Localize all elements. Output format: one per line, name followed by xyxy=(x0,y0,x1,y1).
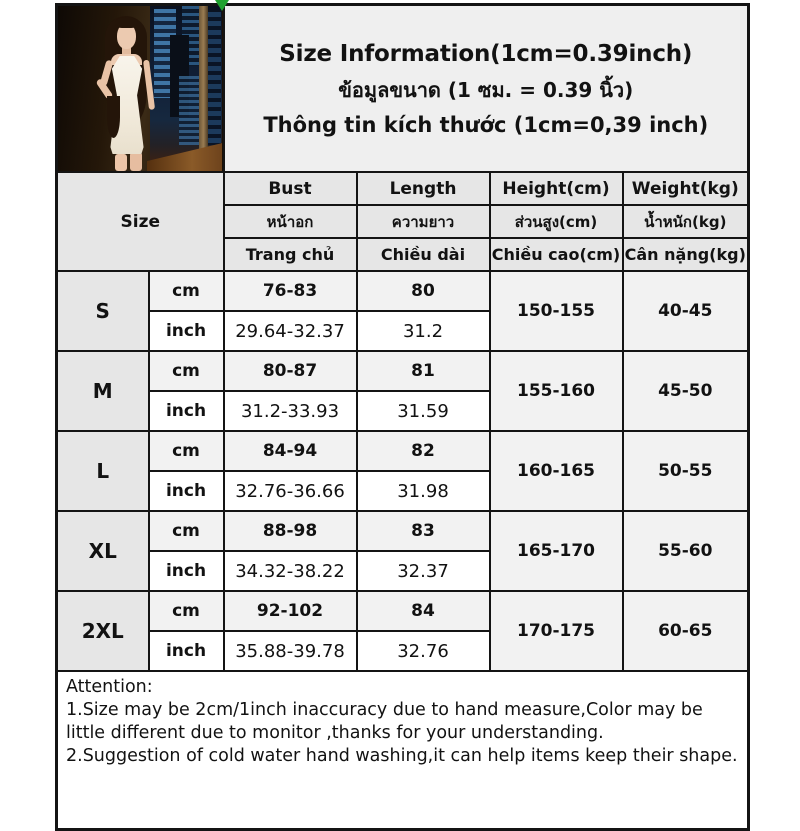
size-label: L xyxy=(57,431,149,511)
column-header-height-th: ส่วนสูง(cm) xyxy=(490,205,623,238)
length-cm-value: 82 xyxy=(357,431,490,471)
column-header-bust-th: หน้าอก xyxy=(224,205,357,238)
column-header-length-vi: Chiều dài xyxy=(357,238,490,271)
column-header-bust: Bust xyxy=(224,172,357,205)
length-cm-value: 81 xyxy=(357,351,490,391)
photo-cell xyxy=(57,5,224,173)
length-inch-value: 32.76 xyxy=(357,631,490,671)
unit-label-inch: inch xyxy=(149,631,224,671)
unit-label-cm: cm xyxy=(149,511,224,551)
table-row xyxy=(57,431,749,471)
weight-value: 50-55 xyxy=(623,431,749,511)
column-header-height: Height(cm) xyxy=(490,172,623,205)
product-model-photo xyxy=(58,6,223,171)
photo-model-leg xyxy=(130,152,142,171)
weight-value: 55-60 xyxy=(623,511,749,591)
unit-label-cm: cm xyxy=(149,431,224,471)
size-label: M xyxy=(57,351,149,431)
table-row xyxy=(57,511,749,551)
photo-model-figure xyxy=(58,6,223,171)
bust-cm-value: 92-102 xyxy=(224,591,357,631)
photo-model-leg xyxy=(115,154,127,171)
unit-label-inch: inch xyxy=(149,391,224,431)
column-header-bust-vi: Trang chủ xyxy=(224,238,357,271)
length-cm-value: 80 xyxy=(357,271,490,311)
column-header-length-th: ความยาว xyxy=(357,205,490,238)
attention-note xyxy=(57,671,749,830)
bust-inch-value: 29.64-32.37 xyxy=(224,311,357,351)
unit-label-cm: cm xyxy=(149,591,224,631)
weight-value: 60-65 xyxy=(623,591,749,671)
bust-inch-value: 32.76-36.66 xyxy=(224,471,357,511)
column-header-length: Length xyxy=(357,172,490,205)
bust-inch-value: 35.88-39.78 xyxy=(224,631,357,671)
green-corner-marker-icon xyxy=(215,0,229,11)
unit-label-cm: cm xyxy=(149,351,224,391)
title-cell xyxy=(224,5,749,173)
length-cm-value: 83 xyxy=(357,511,490,551)
table-row xyxy=(57,271,749,311)
unit-label-inch: inch xyxy=(149,471,224,511)
page-title-english: Size Information(1cm=0.39inch) xyxy=(279,40,693,67)
length-inch-value: 31.59 xyxy=(357,391,490,431)
table-row xyxy=(57,591,749,631)
photo-model-hair-strand xyxy=(107,96,120,138)
column-header-weight-vi: Cân nặng(kg) xyxy=(623,238,749,271)
height-value: 150-155 xyxy=(490,271,623,351)
size-table xyxy=(55,3,750,831)
bust-cm-value: 88-98 xyxy=(224,511,357,551)
page-title-thai: ข้อมูลขนาด (1 ซม. = 0.39 นิ้ว) xyxy=(338,77,634,102)
length-inch-value: 31.98 xyxy=(357,471,490,511)
photo-title-row xyxy=(57,5,749,173)
unit-label-inch: inch xyxy=(149,311,224,351)
height-value: 155-160 xyxy=(490,351,623,431)
unit-label-inch: inch xyxy=(149,551,224,591)
bust-cm-value: 84-94 xyxy=(224,431,357,471)
attention-line-2: 2.Suggestion of cold water hand washing,it can help items keep their shape. xyxy=(66,746,738,767)
column-header-height-vi: Chiều cao(cm) xyxy=(490,238,623,271)
length-inch-value: 31.2 xyxy=(357,311,490,351)
height-value: 170-175 xyxy=(490,591,623,671)
size-header-cell: Size xyxy=(57,172,224,271)
unit-label-cm: cm xyxy=(149,271,224,311)
attention-row xyxy=(57,671,749,830)
bust-cm-value: 76-83 xyxy=(224,271,357,311)
size-label: S xyxy=(57,271,149,351)
attention-line-1: 1.Size may be 2cm/1inch inaccuracy due to hand measure,Color may be little different due to monitor ,thanks for your understanding. xyxy=(66,700,703,744)
column-header-weight-th: น้ำหนัก(kg) xyxy=(623,205,749,238)
column-header-weight: Weight(kg) xyxy=(623,172,749,205)
size-label: XL xyxy=(57,511,149,591)
height-value: 160-165 xyxy=(490,431,623,511)
header-row-english xyxy=(57,172,749,205)
bust-inch-value: 34.32-38.22 xyxy=(224,551,357,591)
weight-value: 40-45 xyxy=(623,271,749,351)
page-title-vietnamese: Thông tin kích thước (1cm=0,39 inch) xyxy=(263,112,709,137)
bust-cm-value: 80-87 xyxy=(224,351,357,391)
height-value: 165-170 xyxy=(490,511,623,591)
weight-value: 45-50 xyxy=(623,351,749,431)
length-inch-value: 32.37 xyxy=(357,551,490,591)
size-label: 2XL xyxy=(57,591,149,671)
table-row xyxy=(57,351,749,391)
length-cm-value: 84 xyxy=(357,591,490,631)
attention-heading: Attention: xyxy=(66,677,153,697)
photo-model-bangs xyxy=(115,17,138,28)
bust-inch-value: 31.2-33.93 xyxy=(224,391,357,431)
